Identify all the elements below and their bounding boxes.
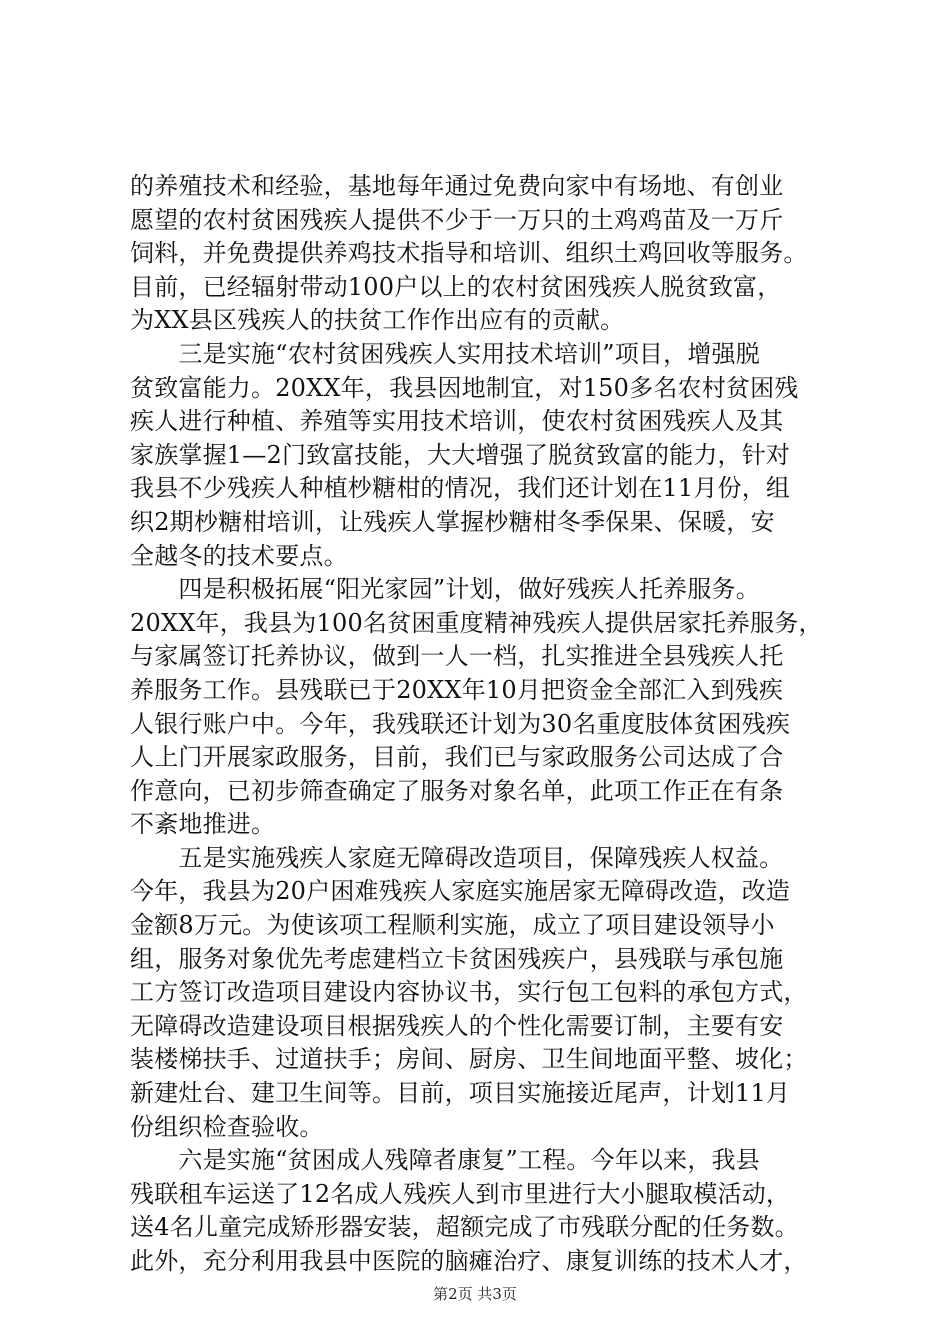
text-line: 养服务工作。县残联已于20XX年10月把资金全部汇入到残疾 bbox=[130, 675, 784, 704]
text-line: 愿望的农村贫困残疾人提供不少于一万只的土鸡鸡苗及一万斤 bbox=[130, 205, 784, 234]
text-line: 六是实施“贫困成人残障者康复”工程。今年以来，我县 bbox=[130, 1146, 760, 1175]
text-line: 全越冬的技术要点。 bbox=[130, 541, 348, 570]
text-line: 疾人进行种植、养殖等实用技术培训，使农村贫困残疾人及其 bbox=[130, 407, 784, 436]
text-line: 与家属签订托养协议，做到一人一档，扎实推进全县残疾人托 bbox=[130, 642, 784, 671]
text-line: 目前，已经辐射带动100户以上的农村贫困残疾人脱贫致富， bbox=[130, 272, 782, 301]
text-line: 人上门开展家政服务，目前，我们已与家政服务公司达成了合 bbox=[130, 743, 784, 772]
text-line: 织2期杪糖柑培训，让残疾人掌握杪糖柑冬季保果、保暖，安 bbox=[130, 507, 775, 536]
text-line: 金额8万元。为使该项工程顺利实施，成立了项目建设领导小 bbox=[130, 911, 775, 940]
text-line: 今年，我县为20户困难残疾人家庭实施居家无障碍改造，改造 bbox=[130, 877, 791, 906]
text-line: 四是积极拓展“阳光家园”计划，做好残疾人托养服务。 bbox=[130, 575, 760, 604]
text-line: 我县不少残疾人种植杪糖柑的情况，我们还计划在11月份，组 bbox=[130, 474, 791, 503]
text-line: 为XX县区残疾人的扶贫工作作出应有的贡献。 bbox=[130, 306, 625, 335]
text-line: 贫致富能力。20XX年，我县因地制宜，对150多名农村贫困残 bbox=[130, 373, 799, 402]
text-line: 五是实施残疾人家庭无障碍改造项目，保障残疾人权益。 bbox=[130, 843, 784, 872]
text-line: 工方签订改造项目建设内容协议书，实行包工包料的承包方式， bbox=[130, 978, 808, 1007]
text-line: 无障碍改造建设项目根据残疾人的个性化需要订制，主要有安 bbox=[130, 1011, 784, 1040]
text-line: 不紊地推进。 bbox=[130, 810, 276, 839]
text-line: 此外，充分利用我县中医院的脑瘫治疗、康复训练的技术人才， bbox=[130, 1247, 808, 1275]
text-line: 作意向，已初步筛查确定了服务对象名单，此项工作正在有条 bbox=[130, 776, 784, 805]
text-line: 残联租车运送了12名成人残疾人到市里进行大小腿取模活动， bbox=[130, 1179, 791, 1208]
text-line: 三是实施“农村贫困残疾人实用技术培训”项目，增强脱 bbox=[130, 339, 760, 368]
text-line: 装楼梯扶手、过道扶手；房间、厨房、卫生间地面平整、坡化； bbox=[130, 1045, 808, 1074]
text-line: 份组织检查验收。 bbox=[130, 1112, 324, 1141]
page-number-footer: 第2页 共3页 bbox=[433, 1285, 517, 1303]
text-line: 家族掌握1—2门致富技能，大大增强了脱贫致富的能力，针对 bbox=[130, 440, 791, 469]
text-line: 的养殖技术和经验，基地每年通过免费向家中有场地、有创业 bbox=[130, 172, 784, 200]
text-line: 人银行账户中。今年，我残联还计划为30名重度肢体贫困残疾 bbox=[130, 709, 791, 738]
text-line: 送4名儿童完成矫形器安装，超额完成了市残联分配的任务数。 bbox=[130, 1213, 799, 1242]
text-line: 新建灶台、建卫生间等。目前，项目实施接近尾声，计划11月 bbox=[130, 1079, 791, 1108]
text-line: 20XX年，我县为100名贫困重度精神残疾人提供居家托养服务， bbox=[130, 608, 823, 637]
body-text bbox=[130, 170, 830, 1279]
text-line: 组，服务对象优先考虑建档立卡贫困残疾户，县残联与承包施 bbox=[130, 944, 784, 973]
text-line: 饲料，并免费提供养鸡技术指导和培训、组织土鸡回收等服务。 bbox=[130, 239, 808, 268]
